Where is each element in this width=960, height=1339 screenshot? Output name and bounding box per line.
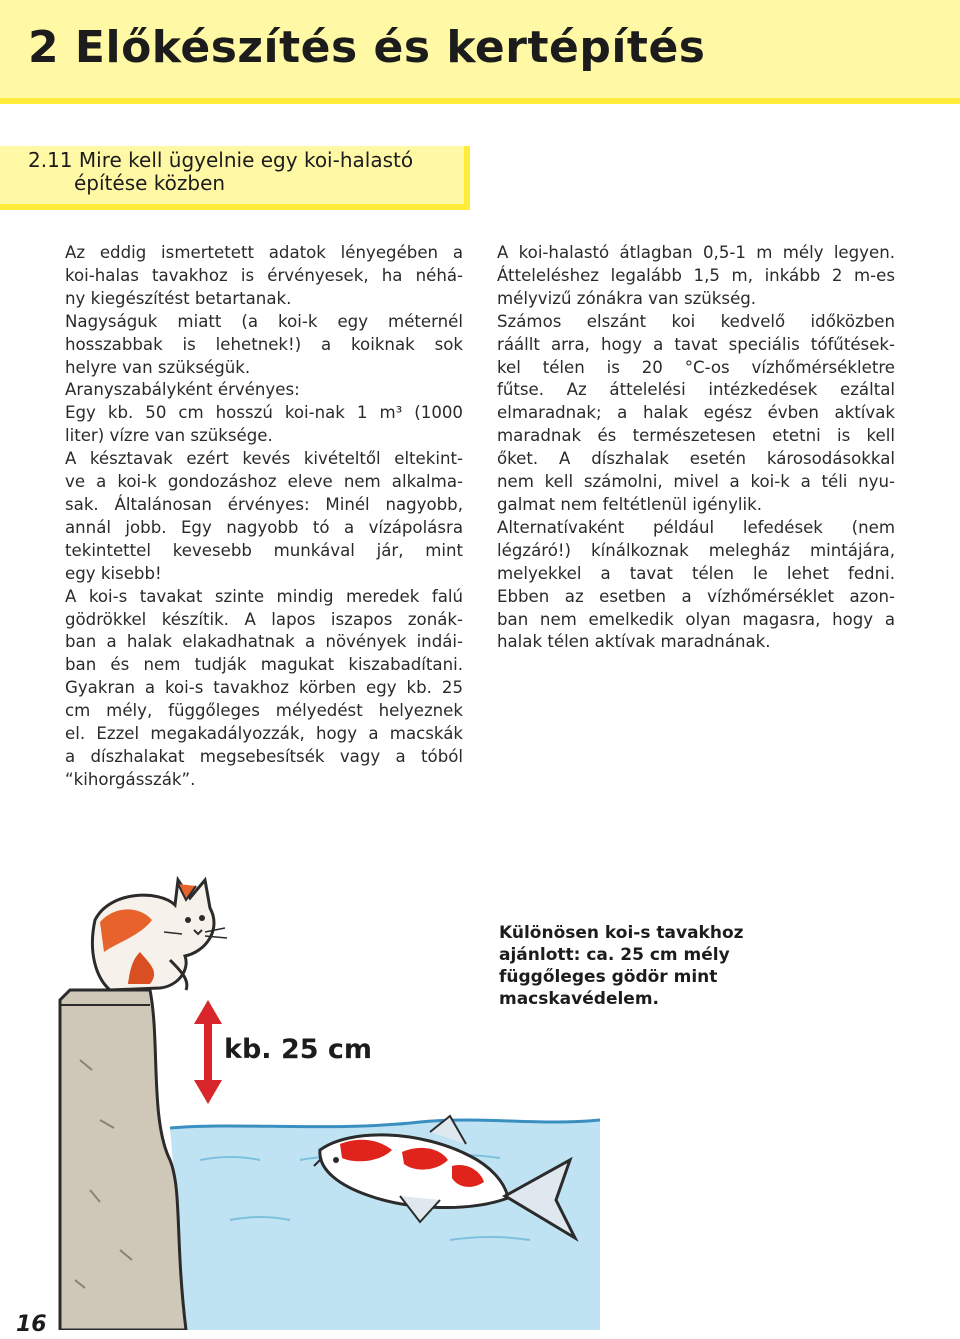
caption-line: ajánlott: ca. 25 cm mély (499, 945, 730, 965)
section-title (28, 149, 413, 195)
text-line: A koi-s tavakat szinte mindig meredek falú (65, 586, 463, 606)
text-line: mélyvizű zónákra van szükség. (497, 288, 757, 308)
depth-arrow (194, 1000, 222, 1104)
text-line: A késztavak ezért kevés kivételtől eltekint- (65, 449, 463, 469)
text-line: el. Ezzel megakadályozzák, hogy a macskák (65, 724, 463, 744)
depth-measure-label: kb. 25 cm (224, 1034, 373, 1065)
text-line: koi-halas tavakhoz is érvényesek, ha néhá- (65, 265, 463, 285)
text-line: ban a halak elakadhatnak a növények indái- (65, 632, 463, 652)
right-text-column (497, 242, 895, 654)
caption-line: Különösen koi-s tavakhoz (499, 923, 744, 943)
text-line: A koi-halastó átlagban 0,5-1 m mély legyen. (497, 243, 895, 262)
text-line: nem kell számolni, mivel a koi-k a téli nyu- (497, 472, 895, 492)
text-line: a díszhalakat megsebesítsék vagy a tóból (65, 746, 463, 766)
text-line: annál jobb. Egy nagyobb tó a vízápolásra (65, 517, 463, 537)
text-line: Gyakran a koi-s tavakhoz körben egy kb. 25 (65, 678, 463, 698)
left-text-column (65, 242, 463, 792)
text-line: “kihorgásszák”. (65, 769, 196, 789)
text-line: Számos elszánt koi kedvelő időközben (497, 311, 895, 331)
illustration-caption (499, 922, 744, 1010)
text-line: galmat nem feltétlenül igénylik. (497, 494, 763, 514)
text-line: ban és nem tudják magukat kiszabadítani. (65, 655, 463, 675)
text-line: őket. A díszhalak esetén károsodásokkal (497, 449, 895, 469)
text-line: kel télen is 20 °C-os vízhőmérsékletre (497, 357, 895, 377)
text-line: sak. Általánosan érvényes: Minél nagyobb, (65, 494, 463, 514)
text-line: melyekkel a tavat télen le lehet fedni. (497, 563, 895, 583)
text-line: Az eddig ismertetett adatok lényegében a (65, 243, 463, 262)
text-line: cm mély, függőleges mélyedést helyeznek (65, 701, 463, 721)
cat-illustration (92, 880, 227, 990)
chapter-title: 2 Előkészítés és kertépítés (28, 22, 706, 73)
text-line: ve a koi-k gondozáshoz eleve nem alkalma- (65, 472, 463, 492)
text-line: Egy kb. 50 cm hosszú koi-nak 1 m³ (1000 (65, 403, 463, 423)
text-line: maradnak és természetesen etetni is kell (497, 426, 895, 446)
text-line: ban nem emelkedik olyan magasra, hogy a (497, 609, 895, 629)
text-line: Ebben az esetben a vízhőmérséklet azon- (497, 586, 895, 606)
text-line: Aranyszabályként érvényes: (65, 380, 300, 400)
text-line: Alternatívaként például lefedések (nem (497, 517, 895, 537)
chapter-header-accent (0, 98, 960, 104)
caption-line: függőleges gödör mint (499, 967, 718, 987)
text-line: elmaradnak; a halak egész évben aktívak (497, 403, 895, 423)
text-line: liter) vízre van szüksége. (65, 426, 273, 446)
text-line: Átteleléshez legalább 1,5 m, inkább 2 m-es (497, 265, 895, 285)
section-title-line-2: építése közben (74, 171, 226, 195)
text-line: gödrökkel készítik. A lapos iszapos zonák- (65, 609, 463, 629)
text-line: Nagyságuk miatt (a koi-k egy méternél (65, 311, 463, 331)
section-title-line-1: 2.11 Mire kell ügyelnie egy koi-halastó (28, 148, 414, 172)
text-line: egy kisebb! (65, 563, 162, 583)
page-number: 16 (16, 1312, 47, 1337)
text-line: hosszabbak is lehetnek!) a koiknak sok (65, 334, 463, 354)
text-line: helyre van szükségük. (65, 357, 251, 377)
text-line: ny kiegészítést betartanak. (65, 288, 292, 308)
text-line: fűtse. Az áttelelési intézkedések ezáltal (497, 380, 895, 400)
text-line: légzáró!) kínálkoznak melegház mintájára, (497, 540, 895, 560)
caption-line: macskavédelem. (499, 989, 659, 1009)
text-line: halak télen aktívak maradnának. (497, 632, 771, 652)
pond-wall-illustration (60, 990, 186, 1330)
text-line: tekintettel kevesebb munkával jár, mint (65, 540, 463, 560)
text-line: ráállt arra, hogy a tavat speciális tófűtések- (497, 334, 895, 354)
